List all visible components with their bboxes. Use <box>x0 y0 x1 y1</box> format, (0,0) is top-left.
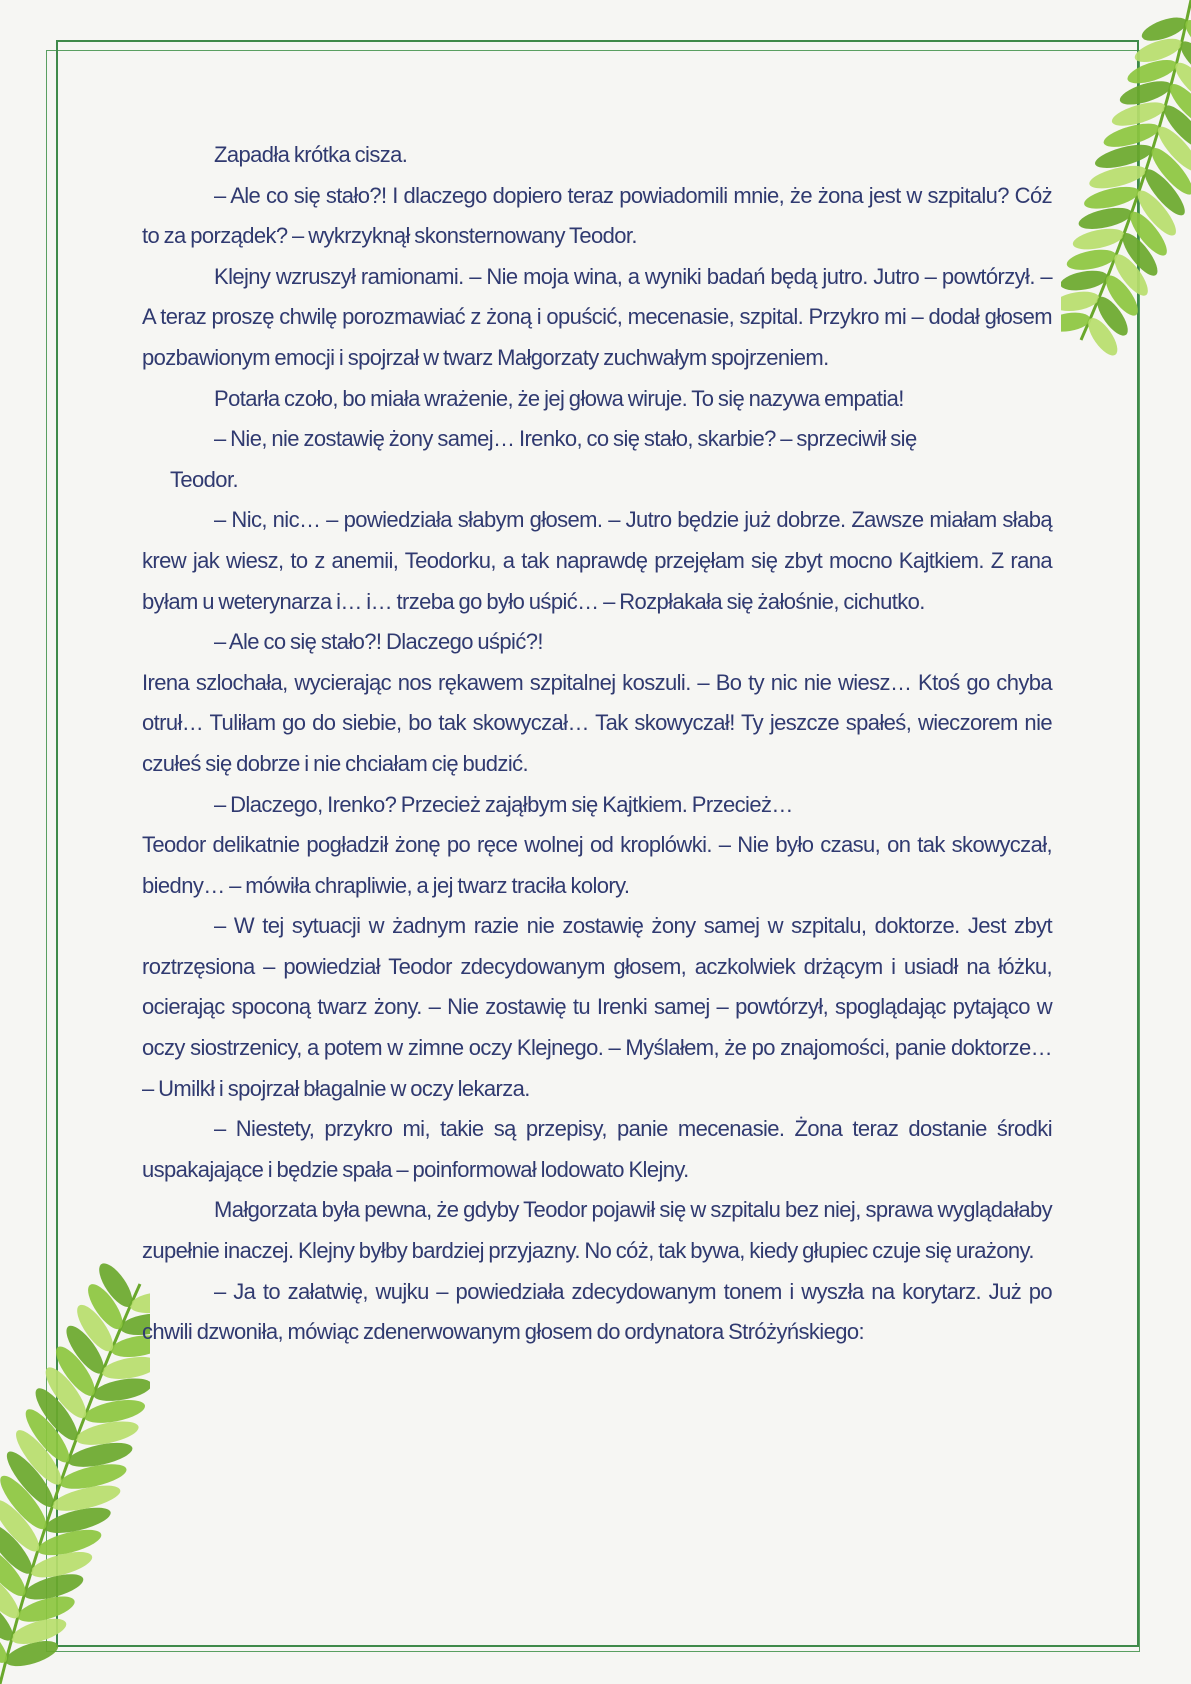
paragraph: – Niestety, przykro mi, takie są przepisy, panie mecenasie. Żona teraz dostanie środki uspakajające i będzie spała – poinformował lodowato Klejny. <box>142 1116 1052 1182</box>
paragraph: – W tej sytuacji w żadnym razie nie zostawię żony samej w szpitalu, doktorze. Jest zbyt roztrzęsiona – powiedział Teodor zdecydowanym głosem, aczkolwiek drżącym i usiadł na łóżku, ocierając spoconą twarz żony. – Nie zostawię tu Irenki samej – powtórzył, spoglądając pytająco w oczy siostrzenicy, a potem w zimne oczy Klejnego. – Myślałem, że po znajomości, panie doktorze… – Umilkł i spojrzał błagalnie w oczy lekarza. <box>142 913 1052 1101</box>
paragraph: Teodor. <box>170 466 238 492</box>
fern-icon <box>0 1244 150 1684</box>
paragraph: Małgorzata była pewna, że gdyby Teodor pojawił się w szpitalu bez niej, sprawa wyglądałaby zupełnie inaczej. Klejny byłby bardziej przyjazny. No cóż, tak bywa, kiedy głupiec czuje się urażony. <box>142 1197 1052 1264</box>
paragraph: Potarła czoło, bo miała wrażenie, że jej głowa wiruje. To się nazywa empatia! <box>214 385 904 411</box>
paragraph: – Ja to załatwię, wujku – powiedziała zdecydowanym tonem i wyszła na korytarz. Już po chwili dzwoniła, mówiąc zdenerwowanym głosem do ordynatora Stróżyńskiego: <box>142 1278 1052 1345</box>
paragraph: Irena szlochała, wycierając nos rękawem szpitalnej koszuli. – Bo ty nic nie wiesz… Ktoś go chyba otruł… Tuliłam go do siebie, bo tak skowyczał… Tak skowyczał! Ty jeszcze spałeś, wieczorem nie czułeś się dobrze i nie chciałam cię budzić. <box>142 669 1052 776</box>
paragraph: – Dlaczego, Irenko? Przecież zająłbym się Kajtkiem. Przecież… <box>214 791 793 817</box>
body-text <box>142 135 1052 1353</box>
paragraph: Zapadła krótka cisza. <box>214 142 408 167</box>
paragraph: – Nic, nic… – powiedziała słabym głosem. – Jutro będzie już dobrze. Zawsze miałam słabą krew jak wiesz, to z anemii, Teodorku, a tak naprawdę przejęłam się zbyt mocno Kajtkiem. Z rana byłam u weterynarza i… i… trzeba go było uśpić… – Rozpłakała się żałośnie, cichutko. <box>142 507 1052 614</box>
paragraph: Teodor delikatnie pogładził żonę po ręce wolnej od kroplówki. – Nie było czasu, on tak skowyczał, biedny… – mówiła chrapliwie, a jej twarz traciła kolory. <box>142 832 1052 898</box>
fern-icon <box>1061 0 1191 360</box>
paragraph: – Ale co się stało?! I dlaczego dopiero teraz powiadomili mnie, że żona jest w szpitalu? Cóż to za porządek? – wykrzyknął skonsternowany Teodor. <box>142 182 1052 249</box>
paragraph: Klejny wzruszył ramionami. – Nie moja wina, a wyniki badań będą jutro. Jutro – powtórzył. – A teraz proszę chwilę porozmawiać z żoną i opuścić, mecenasie, szpital. Przykro mi – dodał głosem pozbawionym emocji i spojrzał w twarz Małgorzaty zuchwałym spojrzeniem. <box>142 263 1052 370</box>
paragraph: – Ale co się stało?! Dlaczego uśpić?! <box>214 629 543 655</box>
paragraph: – Nie, nie zostawię żony samej… Irenko, co się stało, skarbie? – sprzeciwił się <box>214 426 917 452</box>
